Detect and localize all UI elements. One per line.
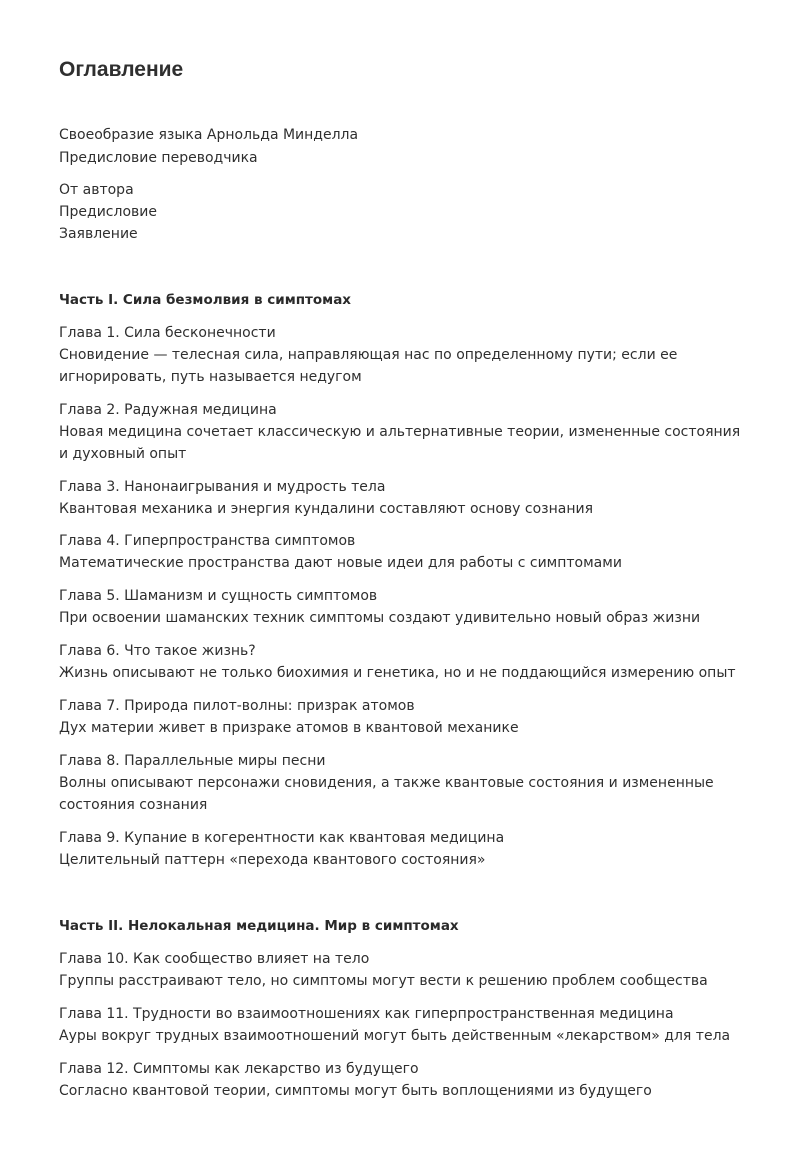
chapter-title[interactable]: Глава 1. Сила бесконечности bbox=[59, 325, 276, 341]
chapter-description: Математические пространства дают новые идеи для работы с симптомами bbox=[59, 555, 622, 571]
chapter-description: состояния сознания bbox=[59, 797, 208, 813]
chapter-title[interactable]: Глава 4. Гиперпространства симптомов bbox=[59, 533, 356, 549]
chapter-description: Дух материи живет в призраке атомов в квантовой механике bbox=[59, 720, 519, 736]
toc-entry[interactable]: Своеобразие языка Арнольда Минделла bbox=[59, 127, 359, 143]
chapter-title[interactable]: Глава 10. Как сообщество влияет на тело bbox=[59, 951, 370, 967]
toc-entry[interactable]: Заявление bbox=[59, 226, 138, 242]
chapter-title[interactable]: Глава 6. Что такое жизнь? bbox=[59, 643, 256, 659]
chapter-title[interactable]: Глава 11. Трудности во взаимоотношениях как гиперпространственная медицина bbox=[59, 1006, 674, 1022]
chapter-description: Квантовая механика и энергия кундалини составляют основу сознания bbox=[59, 501, 594, 517]
chapter-description: Новая медицина сочетает классическую и альтернативные теории, измененные состояния bbox=[59, 424, 741, 440]
chapter-title[interactable]: Глава 2. Радужная медицина bbox=[59, 402, 277, 418]
chapter-description: Группы расстраивают тело, но симптомы могут вести к решению проблем сообщества bbox=[59, 973, 708, 989]
chapter-description: При освоении шаманских техник симптомы создают удивительно новый образ жизни bbox=[59, 610, 701, 626]
part-heading[interactable]: Часть II. Нелокальная медицина. Мир в симптомах bbox=[59, 918, 459, 934]
toc-entry[interactable]: Предисловие bbox=[59, 204, 157, 220]
chapter-description: игнорировать, путь называется недугом bbox=[59, 369, 362, 385]
chapter-description: и духовный опыт bbox=[59, 446, 187, 462]
chapter-description: Ауры вокруг трудных взаимоотношений могут быть действенным «лекарством» для тела bbox=[59, 1028, 731, 1044]
chapter-title[interactable]: Глава 9. Купание в когерентности как квантовая медицина bbox=[59, 830, 505, 846]
toc-entry[interactable]: От автора bbox=[59, 182, 134, 198]
chapter-title[interactable]: Глава 12. Симптомы как лекарство из будущего bbox=[59, 1061, 419, 1077]
page-title: Оглавление bbox=[59, 58, 184, 81]
part-heading[interactable]: Часть I. Сила безмолвия в симптомах bbox=[59, 292, 352, 308]
chapter-title[interactable]: Глава 8. Параллельные миры песни bbox=[59, 753, 326, 769]
chapter-description: Жизнь описывают не только биохимия и генетика, но и не поддающийся измерению опыт bbox=[59, 665, 736, 681]
chapter-title[interactable]: Глава 5. Шаманизм и сущность симптомов bbox=[59, 588, 378, 604]
chapter-description: Волны описывают персонажи сновидения, а также квантовые состояния и измененные bbox=[59, 775, 714, 791]
chapter-description: Согласно квантовой теории, симптомы могут быть воплощениями из будущего bbox=[59, 1083, 652, 1099]
chapter-description: Целительный паттерн «перехода квантового состояния» bbox=[59, 852, 486, 868]
chapter-description: Сновидение — телесная сила, направляющая нас по определенному пути; если ее bbox=[59, 347, 678, 363]
chapter-title[interactable]: Глава 3. Нанонаигрывания и мудрость тела bbox=[59, 479, 386, 495]
toc-entry[interactable]: Предисловие переводчика bbox=[59, 150, 258, 166]
chapter-title[interactable]: Глава 7. Природа пилот-волны: призрак атомов bbox=[59, 698, 415, 714]
